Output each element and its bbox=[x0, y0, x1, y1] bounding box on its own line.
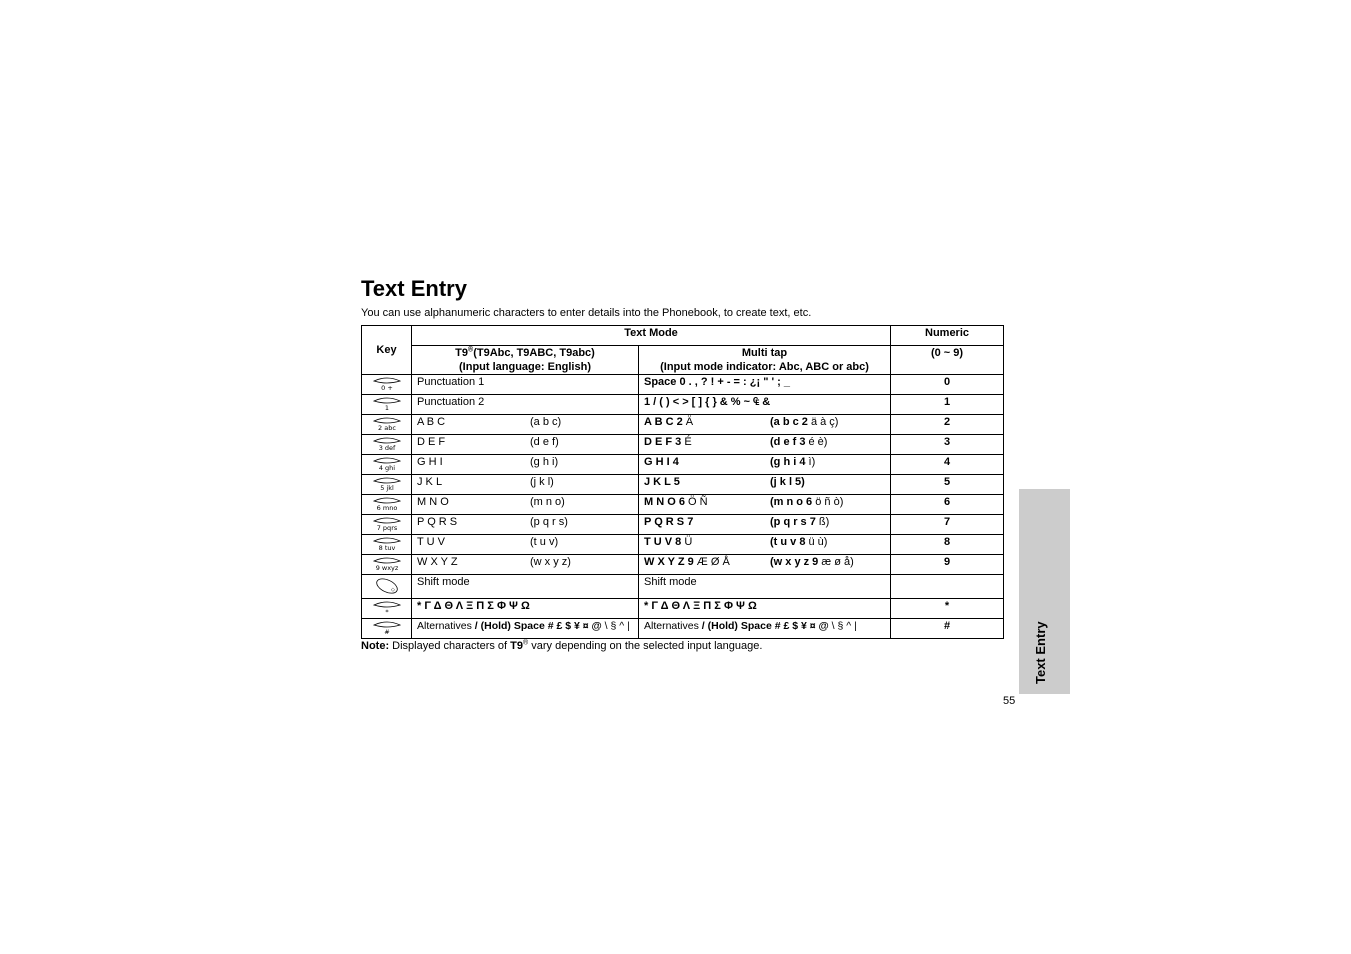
numeric-cell: * bbox=[891, 599, 1004, 619]
multitap-cell: W X Y Z 9 Æ Ø Å (w x y z 9 æ ø å) bbox=[639, 555, 891, 575]
key-cell bbox=[362, 535, 412, 555]
numeric-cell bbox=[891, 575, 1004, 599]
col-numeric-header: Numeric bbox=[891, 326, 1004, 346]
key-cell bbox=[362, 619, 412, 639]
t9-cell: Punctuation 2 bbox=[412, 395, 639, 415]
t9-cell: * Γ Δ Θ Λ Ξ Π Σ Φ Ψ Ω bbox=[412, 599, 639, 619]
key-label: 9 wxyz bbox=[375, 564, 398, 572]
key-label: 8 tuv bbox=[378, 544, 395, 552]
key-3-icon bbox=[372, 436, 402, 452]
numeric-range: (0 ~ 9) bbox=[891, 346, 1004, 375]
key-cell bbox=[362, 455, 412, 475]
col-key-header: Key bbox=[362, 326, 412, 375]
key-label: 2 abc bbox=[377, 424, 396, 432]
key-cell bbox=[362, 475, 412, 495]
key-1-icon bbox=[372, 396, 402, 412]
text-entry-table bbox=[361, 325, 1004, 639]
table-row bbox=[362, 575, 1004, 599]
t9-cell: G H I (g h i) bbox=[412, 455, 639, 475]
multitap-cell: T U V 8 Ü (t u v 8 ü ù) bbox=[639, 535, 891, 555]
table-row bbox=[362, 415, 1004, 435]
key-label: 7 pqrs bbox=[376, 524, 397, 532]
key-0-icon bbox=[372, 376, 402, 392]
multitap-cell: * Γ Δ Θ Λ Ξ Π Σ Φ Ψ Ω bbox=[639, 599, 891, 619]
t9-cell: A B C (a b c) bbox=[412, 415, 639, 435]
multitap-cell: J K L 5 (j k l 5) bbox=[639, 475, 891, 495]
key-4-icon bbox=[372, 456, 402, 472]
table-row bbox=[362, 495, 1004, 515]
table-row bbox=[362, 599, 1004, 619]
multitap-cell: A B C 2 Ä (a b c 2 ä à ç) bbox=[639, 415, 891, 435]
numeric-cell: 4 bbox=[891, 455, 1004, 475]
t9-cell: Shift mode bbox=[412, 575, 639, 599]
numeric-cell: # bbox=[891, 619, 1004, 639]
page-number: 55 bbox=[1003, 695, 1016, 707]
multitap-cell: Alternatives / (Hold) Space # £ $ ¥ ¤ @ \ § ^ | bbox=[639, 619, 891, 639]
t9-cell: P Q R S (p q r s) bbox=[412, 515, 639, 535]
t9-cell: T U V (t u v) bbox=[412, 535, 639, 555]
key-cell bbox=[362, 495, 412, 515]
svg-text:◇: ◇ bbox=[390, 587, 395, 593]
multitap-cell: P Q R S 7 (p q r s 7 ß) bbox=[639, 515, 891, 535]
side-tab bbox=[1019, 489, 1070, 694]
table-row bbox=[362, 395, 1004, 415]
t9-cell: J K L (j k l) bbox=[412, 475, 639, 495]
numeric-cell: 7 bbox=[891, 515, 1004, 535]
t9-cell: M N O (m n o) bbox=[412, 495, 639, 515]
numeric-cell: 2 bbox=[891, 415, 1004, 435]
shift-key-icon bbox=[372, 576, 402, 596]
multitap-cell: G H I 4 (g h i 4 ì) bbox=[639, 455, 891, 475]
t9-cell: Punctuation 1 bbox=[412, 375, 639, 395]
key-cell bbox=[362, 375, 412, 395]
table-row bbox=[362, 535, 1004, 555]
table-row bbox=[362, 619, 1004, 639]
t9-cell: W X Y Z (w x y z) bbox=[412, 555, 639, 575]
table-row bbox=[362, 475, 1004, 495]
key-2-icon bbox=[372, 416, 402, 432]
key-star-icon bbox=[372, 600, 402, 616]
key-5-icon bbox=[372, 476, 402, 492]
key-label: 5 jkl bbox=[379, 484, 394, 492]
multitap-cell: Shift mode bbox=[639, 575, 891, 599]
t9-cell: D E F (d e f) bbox=[412, 435, 639, 455]
key-label: 1 bbox=[384, 404, 389, 412]
key-8-icon bbox=[372, 536, 402, 552]
col-text-mode-header: Text Mode bbox=[412, 326, 891, 346]
table-row bbox=[362, 375, 1004, 395]
multitap-cell: D E F 3 É (d e f 3 é è) bbox=[639, 435, 891, 455]
key-9-icon bbox=[372, 556, 402, 572]
multitap-cell: 1 / ( ) < > [ ] { } & % ~ ₠ & bbox=[639, 395, 891, 415]
multitap-header: Multi tap (Input mode indicator: Abc, ABC or abc) bbox=[639, 346, 891, 375]
table-row bbox=[362, 455, 1004, 475]
numeric-cell: 5 bbox=[891, 475, 1004, 495]
t9-header: T9®(T9Abc, T9ABC, T9abc) (Input language: English) bbox=[412, 346, 639, 375]
key-cell bbox=[362, 515, 412, 535]
intro-text: You can use alphanumeric characters to enter details into the Phonebook, to create text, etc. bbox=[361, 307, 812, 319]
key-cell bbox=[362, 395, 412, 415]
table-row bbox=[362, 435, 1004, 455]
multitap-cell: M N O 6 Ö Ñ (m n o 6 ö ñ ò) bbox=[639, 495, 891, 515]
numeric-cell: 9 bbox=[891, 555, 1004, 575]
key-label: 4 ghi bbox=[378, 464, 395, 472]
numeric-cell: 1 bbox=[891, 395, 1004, 415]
note: Note: Displayed characters of T9® vary depending on the selected input language. bbox=[361, 639, 763, 652]
t9-cell: Alternatives / (Hold) Space # £ $ ¥ ¤ @ \ § ^ | bbox=[412, 619, 639, 639]
key-6-icon bbox=[372, 496, 402, 512]
key-cell bbox=[362, 555, 412, 575]
key-cell bbox=[362, 435, 412, 455]
table-row bbox=[362, 515, 1004, 535]
numeric-cell: 0 bbox=[891, 375, 1004, 395]
side-tab-label: Text Entry bbox=[1033, 621, 1048, 684]
numeric-cell: 8 bbox=[891, 535, 1004, 555]
key-label: 0 + bbox=[380, 384, 393, 392]
key-hash-icon bbox=[372, 620, 402, 636]
multitap-cell: Space 0 . , ? ! + - = : ¿¡ " ' ; _ bbox=[639, 375, 891, 395]
key-label: 3 def bbox=[378, 444, 395, 452]
key-label: 6 mno bbox=[376, 504, 397, 512]
numeric-cell: 6 bbox=[891, 495, 1004, 515]
numeric-cell: 3 bbox=[891, 435, 1004, 455]
key-cell bbox=[362, 575, 412, 599]
key-cell bbox=[362, 415, 412, 435]
key-cell bbox=[362, 599, 412, 619]
table-row bbox=[362, 555, 1004, 575]
key-label: * bbox=[384, 608, 389, 616]
page-title: Text Entry bbox=[361, 276, 467, 301]
key-7-icon bbox=[372, 516, 402, 532]
key-label: # bbox=[383, 628, 390, 636]
